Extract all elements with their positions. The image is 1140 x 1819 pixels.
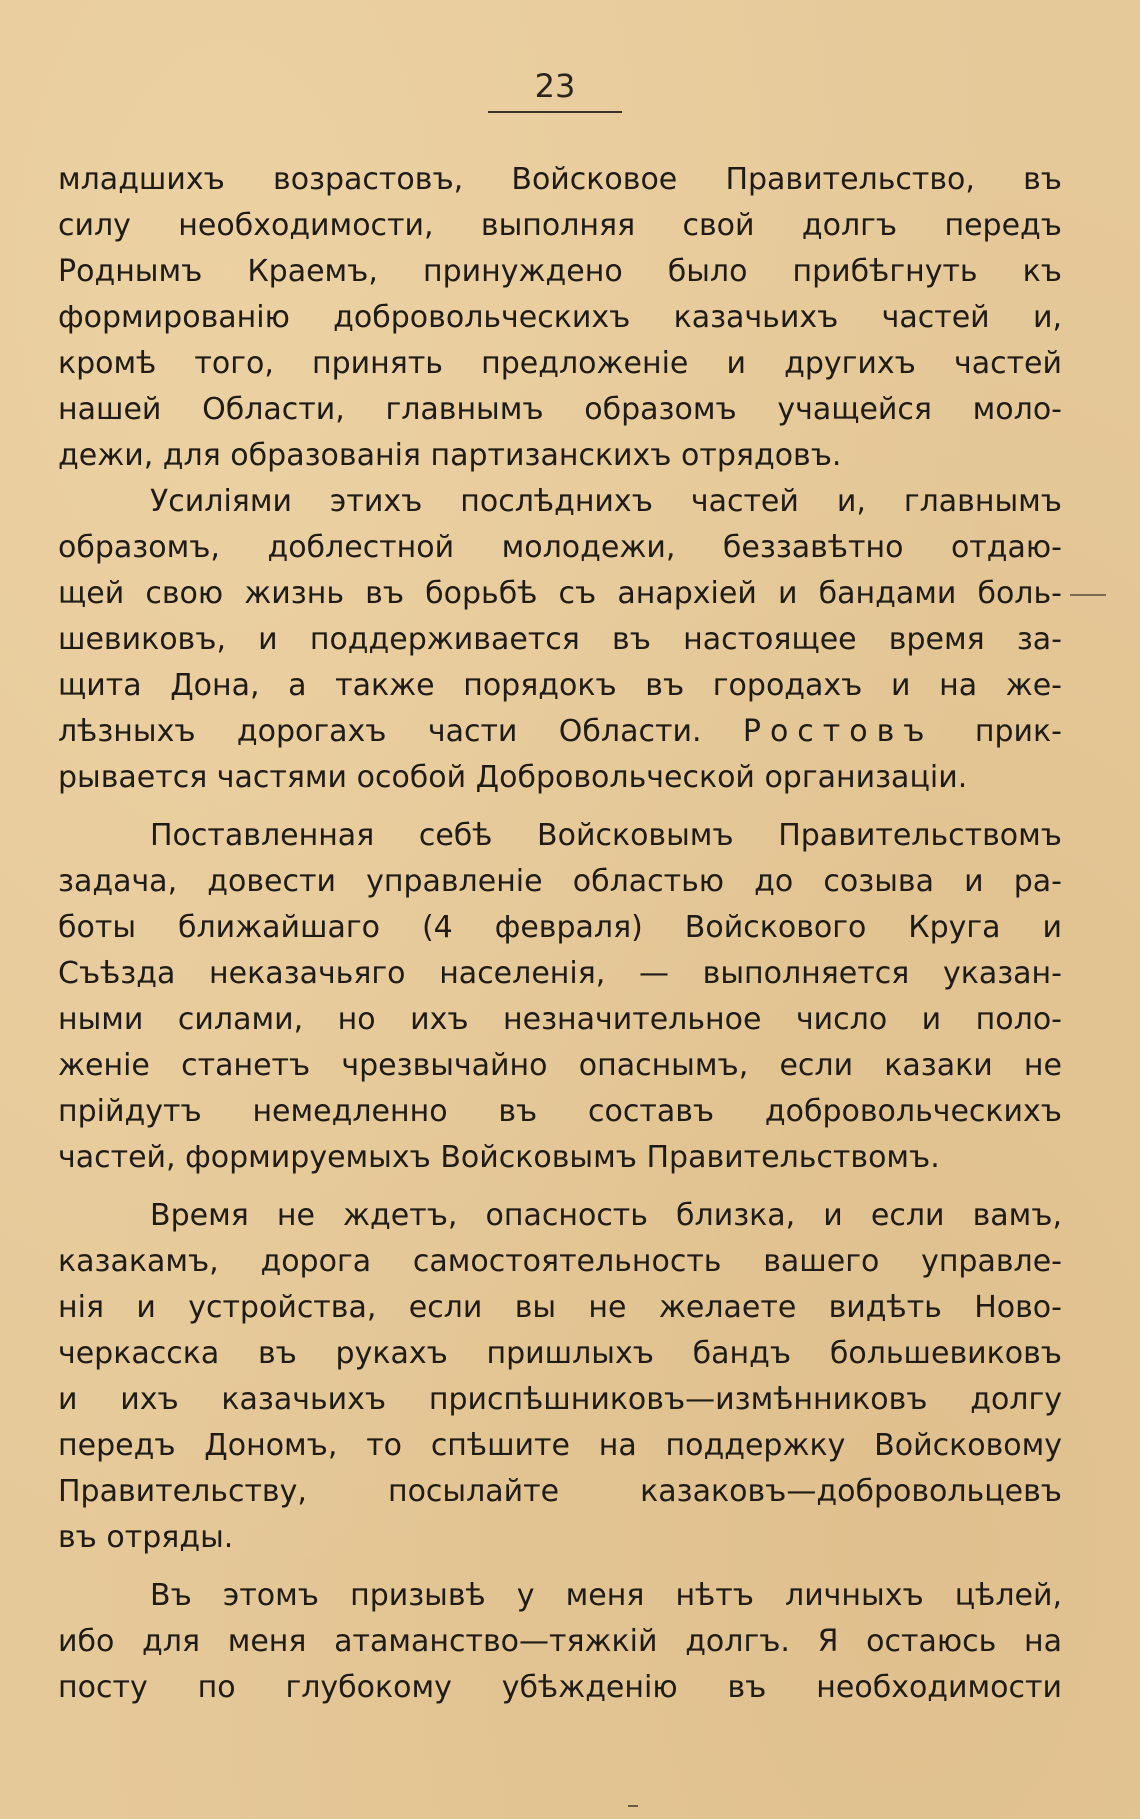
text-line: боты ближайшаго (4 февраля) Войскового Круга и	[58, 910, 1062, 945]
text-line: Въ этомъ призывѣ у меня нѣтъ личныхъ цѣлей,	[150, 1578, 1062, 1613]
page-number: 23	[534, 67, 576, 105]
text-line: младшихъ возрастовъ, Войсковое Правительство, въ	[58, 162, 1062, 197]
text-line: задача, довести управленіе областью до созыва и ра-	[58, 864, 1062, 899]
paragraph	[58, 1193, 1062, 1561]
text-line: въ отряды.	[58, 1520, 234, 1555]
text-line: формированію добровольческихъ казачьихъ частей и,	[58, 300, 1062, 335]
text-line: кромѣ того, принять предложеніе и другихъ частей	[58, 346, 1062, 381]
margin-mark	[1070, 594, 1106, 596]
page-number-rule	[488, 111, 622, 113]
text-line: Усиліями этихъ послѣднихъ частей и, главнымъ	[150, 484, 1062, 519]
body-text	[58, 157, 1062, 1711]
paragraph	[58, 479, 1062, 801]
text-line: Поставленная себѣ Войсковымъ Правительствомъ	[150, 818, 1062, 853]
paragraph	[58, 813, 1062, 1181]
text-line: черкасска въ рукахъ пришлыхъ бандъ большевиковъ	[58, 1336, 1062, 1371]
text-line: щита Дона, а также порядокъ въ городахъ и на же-	[58, 668, 1062, 703]
text-fragment: прик-	[974, 714, 1062, 749]
text-line: казакамъ, дорога самостоятельность вашего управле-	[58, 1244, 1062, 1279]
text-line: силу необходимости, выполняя свой долгъ передъ	[58, 208, 1062, 243]
paragraph-gap	[58, 801, 1062, 813]
text-line: щей свою жизнь въ борьбѣ съ анархіей и бандами боль-	[58, 576, 1062, 611]
text-line: ными силами, но ихъ незначительное число и поло-	[58, 1002, 1062, 1037]
text-line: шевиковъ, и поддерживается въ настоящее время за-	[58, 622, 1062, 657]
paragraph-gap	[58, 1181, 1062, 1193]
text-line: и ихъ казачьихъ приспѣшниковъ—измѣнниковъ долгу	[58, 1382, 1062, 1417]
text-line: прійдутъ немедленно въ составъ добровольческихъ	[58, 1094, 1062, 1129]
text-line: дежи, для образованія партизанскихъ отрядовъ.	[58, 438, 842, 473]
bottom-mark	[628, 1805, 638, 1807]
paragraph-gap	[58, 1561, 1062, 1573]
text-line-mixed	[58, 709, 1062, 755]
text-line: ибо для меня атаманство—тяжкій долгъ. Я остаюсь на	[58, 1624, 1062, 1659]
paragraph	[58, 1573, 1062, 1711]
text-line: Время не ждетъ, опасность близка, и если вамъ,	[150, 1198, 1062, 1233]
text-line: Роднымъ Краемъ, принуждено было прибѣгнуть къ	[58, 254, 1062, 289]
paragraph	[58, 157, 1062, 479]
text-line: нашей Области, главнымъ образомъ учащейся моло-	[58, 392, 1062, 427]
text-fragment: лѣзныхъ дорогахъ части Области.	[58, 714, 702, 749]
text-line: Съѣзда неказачьяго населенія, — выполняется указан-	[58, 956, 1062, 991]
text-line: нія и устройства, если вы не желаете видѣть Ново-	[58, 1290, 1062, 1325]
text-line: частей, формируемыхъ Войсковымъ Правительствомъ.	[58, 1140, 940, 1175]
text-line: рывается частями особой Добровольческой организаціи.	[58, 760, 968, 795]
text-line: Правительству, посылайте казаковъ—добровольцевъ	[58, 1474, 1062, 1509]
spaced-word: Ростовъ	[742, 714, 934, 749]
text-line: посту по глубокому убѣжденію въ необходимости	[58, 1670, 1062, 1705]
text-line: образомъ, доблестной молодежи, беззавѣтно отдаю-	[58, 530, 1062, 565]
text-line: женіе станетъ чрезвычайно опаснымъ, если казаки не	[58, 1048, 1062, 1083]
text-line: передъ Дономъ, то спѣшите на поддержку Войсковому	[58, 1428, 1062, 1463]
